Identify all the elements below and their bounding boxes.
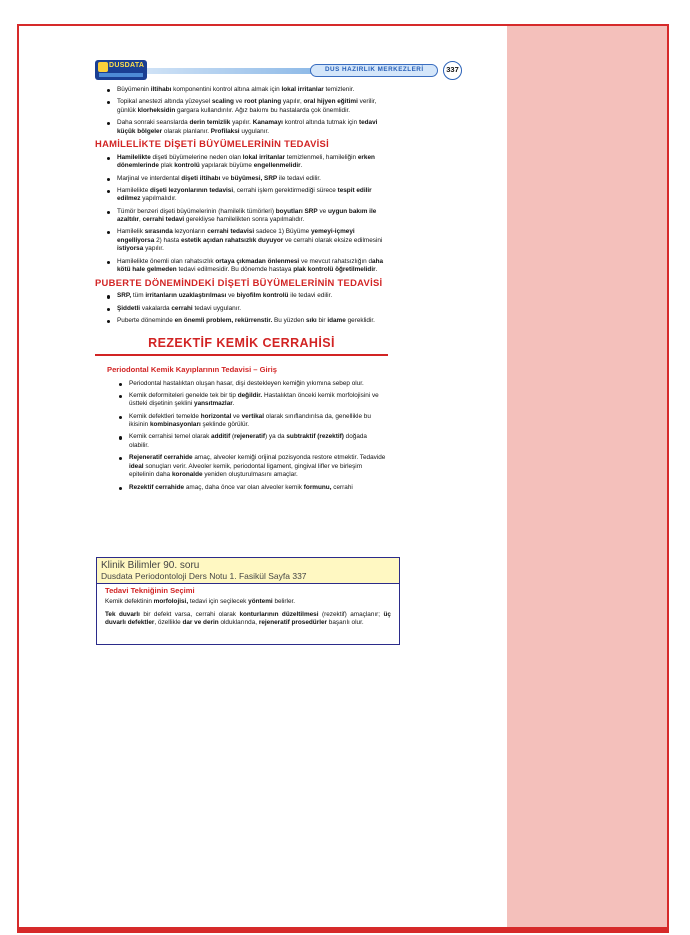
text-run: temizlenir. <box>323 86 355 93</box>
bold-text: kombinasyonları <box>149 421 201 429</box>
text-run: tedavi edilmesidir. Bu dönemde hastaya <box>176 266 294 274</box>
bold-text: koronalde <box>172 471 203 479</box>
bold-text: rejeneratif prosedürler <box>258 619 328 627</box>
bold-text: scaling <box>211 98 234 106</box>
section-title-puberte: PUBERTE DÖNEMİNDEKİ DİŞETİ BÜYÜMELERİNİN TEDAVİSİ <box>95 276 383 288</box>
text-run: , özellikle <box>154 619 183 627</box>
bold-text: Hamilelikte <box>117 153 151 161</box>
text-run: sonuçları verir. Alveoler kemik, periodontal ligament, gingival lifler ve birleşim epitelinin daha <box>129 462 363 479</box>
text-run: bir <box>316 316 328 324</box>
text-run: yapılarak büyüme <box>199 162 254 170</box>
bold-text: yemeyi-içmeyi engelliyorsa <box>117 228 355 244</box>
text-run: Hastalıktan önceki kemik morfolojisini ve üstteki dişetinin şeklini <box>129 391 379 408</box>
list-item <box>117 305 388 314</box>
text-run: Büyümenin <box>117 86 151 93</box>
text-run: yapılır. <box>230 118 253 126</box>
text-run: ve mevcut rahatsızlığın d <box>299 257 373 265</box>
bold-text: erken dönemlerinde <box>117 153 375 170</box>
list-item <box>129 380 388 389</box>
text-run: Marjinal ve interdental <box>117 174 182 182</box>
text-run: temizlenmeli, hamileliğin <box>285 153 358 161</box>
text-run: tedavi için seçilecek <box>188 598 249 606</box>
text-run: ile tedavi edilir. <box>277 174 321 182</box>
text-run: gerekliyse hamilelikten sonra yapılmalıdır. <box>184 216 305 224</box>
text-run: kontrol altında tutmak için <box>282 118 359 126</box>
bold-text: tedavi küçük bölgeler <box>117 118 378 135</box>
bold-text: oral hijyen eğitimi <box>303 98 358 106</box>
page-header <box>95 60 465 82</box>
bold-text: tespit edilir edilmez <box>117 186 372 203</box>
bold-text: en önemli problem, rekürrenstir. <box>174 316 273 324</box>
bold-text: additif <box>211 433 231 441</box>
bold-text: SRP, <box>117 292 132 300</box>
bold-text: Tek duvarlı <box>105 610 140 618</box>
bold-text: Profilaksi <box>210 127 240 135</box>
text-run: vakalarda <box>140 304 172 312</box>
text-run: gereklidir. <box>345 316 375 324</box>
subsection-title-giris: Periodontal Kemik Kayıplarının Tedavisi – Giriş <box>107 365 277 374</box>
paragraph <box>105 611 391 628</box>
list-item <box>117 228 388 254</box>
bold-text: büyümesi, SRP <box>230 174 278 182</box>
text-run: Tümör benzeri dişeti büyümelerinin (hamilelik tümörleri) <box>117 207 276 215</box>
bold-text: konturlarının düzeltilmesi <box>239 610 319 618</box>
text-run: Periodontal hastalıktan oluşan hasar, dişi destekleyen kemiğin yıkımına sebep olur. <box>129 379 364 387</box>
text-run: (rezektif) amaçlanır; <box>318 610 384 618</box>
header-title: DUS HAZIRLIK MERKEZLERİ <box>325 66 424 73</box>
text-run: amaç, daha önce var olan alveoler kemik <box>184 483 304 491</box>
list-item <box>117 98 388 115</box>
list-item <box>117 208 388 225</box>
bold-text: vertikal <box>241 412 264 420</box>
bold-text: klorheksidin <box>137 106 176 114</box>
list-item <box>129 413 388 430</box>
text-run: sadece 1) Büyüme <box>254 228 311 236</box>
text-run: ve <box>233 98 245 106</box>
text-run: Kemik defektleri temelde <box>129 412 201 420</box>
puberte-bullet-list <box>95 292 388 325</box>
text-run: olduklarında, <box>218 619 259 627</box>
text-run: Hamilelikte önemli olan rahatsızlık <box>117 257 216 265</box>
text-run: plak <box>158 162 175 170</box>
bold-text: formunu, <box>303 483 332 491</box>
page-margin <box>507 26 667 928</box>
bold-text: yöntemi <box>248 598 273 606</box>
text-run: Kemik cerrahisi temel olarak <box>129 433 212 441</box>
section-divider <box>95 354 388 356</box>
paragraph <box>105 598 391 606</box>
bold-text: cerrahi <box>171 304 193 312</box>
list-item <box>129 433 388 450</box>
bold-text: Kanamayı <box>252 118 283 126</box>
bold-text: kontrolü <box>174 162 200 170</box>
bold-text: horizontal <box>200 412 232 420</box>
reference-source: Dusdata Periodontoloji Ders Notu 1. Fasikül Sayfa 337 <box>101 571 307 581</box>
question-reference-box <box>96 557 400 645</box>
bold-text: sıkı <box>306 316 317 324</box>
text-run: tüm <box>131 292 146 300</box>
rezektif-bullet-list <box>95 380 388 493</box>
list-item <box>129 454 388 480</box>
dusdata-logo <box>95 60 147 80</box>
text-run: ( <box>230 433 235 441</box>
bold-text: estetik açıdan rahatsızlık duyuyor <box>180 236 284 244</box>
bold-text: lokal irritanlar <box>281 86 324 93</box>
list-item <box>117 175 388 184</box>
list-item <box>117 119 388 136</box>
bold-text: sırasında <box>144 228 173 236</box>
text-run: belirler. <box>272 598 296 606</box>
text-run: dişeti büyümelerine neden olan <box>150 153 243 161</box>
reference-body <box>97 584 399 634</box>
list-item <box>117 258 388 275</box>
logo-underline <box>99 73 143 77</box>
bold-text: engellenmelidir <box>253 162 301 170</box>
text-run: Puberte döneminde <box>117 316 175 324</box>
bold-text: cerrahi tedavisi <box>207 228 255 236</box>
section-title-hamilelik: HAMİLELİKTE DİŞETİ BÜYÜMELERİNİN TEDAVİSİ <box>95 138 330 150</box>
text-run: 2) hasta <box>154 236 181 244</box>
text-run: cerrahi <box>331 483 353 491</box>
reference-paragraphs <box>105 598 391 627</box>
logo-text: DUSDATA <box>109 62 145 69</box>
page-content <box>95 86 388 496</box>
text-run: Hamilelikte <box>117 186 151 194</box>
text-run: Topikal anestezi altında yüzeysel <box>117 98 212 106</box>
text-run: doğada olabilir. <box>129 433 367 449</box>
list-item <box>117 86 388 95</box>
bold-text: idame <box>327 316 346 324</box>
bold-text: yansıtmazlar <box>194 400 233 408</box>
text-run: yapılmalıdır. <box>140 195 177 203</box>
bold-text: biyofilm kontrolü <box>236 292 289 300</box>
text-run: başarılı olur. <box>327 619 364 627</box>
bottom-bar <box>17 927 669 933</box>
list-item <box>117 154 388 171</box>
text-run: olarak sınıflandırılsa da, genellikle bu ikisinin <box>129 412 371 429</box>
text-run: tedavi uygulanır. <box>192 304 242 312</box>
bold-text: subtraktif (rezektif) <box>286 433 344 441</box>
bold-text: derin temizlik <box>189 118 231 126</box>
text-run: bir defekt varsa, cerrahi olarak <box>139 610 240 618</box>
text-run: yeniden oluşturulmasını amaçlar. <box>202 471 298 479</box>
bold-text: ideal <box>129 462 144 470</box>
bold-text: boyutları SRP <box>275 207 318 215</box>
text-run: Kemik defektinin <box>105 598 154 606</box>
section-title-rezektif: REZEKTİF KEMİK CERRAHİSİ <box>148 336 335 351</box>
text-run: gargara kullandırılır. Ağız bakımı bu hastalarda çok önemlidir. <box>175 106 351 114</box>
bold-text: Rejeneratif cerrahide <box>129 454 193 462</box>
list-item <box>129 484 388 493</box>
subsection-title-teknik: Tedavi Tekniğinin Seçimi <box>105 586 195 595</box>
text-run: ve <box>231 412 242 420</box>
bold-text: aha kötü hale gelmeden <box>117 257 384 274</box>
text-run: şeklinde görülür. <box>200 421 250 429</box>
bold-text: Rezektif cerrahide <box>129 483 185 491</box>
bold-text: ortaya çıkmadan önlenmesi <box>215 257 300 265</box>
bold-text: rejeneratif <box>234 433 266 441</box>
text-run: Hamilelik <box>117 228 145 236</box>
text-run: Daha sonraki seanslarda <box>117 118 190 126</box>
text-run: olarak planlanır. <box>162 127 211 135</box>
list-item <box>117 187 388 204</box>
text-run: lezyonların <box>172 228 208 236</box>
text-run: yapılır. <box>143 245 164 253</box>
hamilelik-bullet-list <box>95 154 388 275</box>
logo-mark-icon <box>98 62 108 72</box>
list-item <box>117 317 388 326</box>
text-run: ve <box>220 174 231 182</box>
text-run: yapılır, <box>281 98 304 106</box>
text-run: . <box>232 400 235 408</box>
bold-text: değildir. <box>237 391 263 399</box>
bold-text: üç duvarlı defektler <box>105 610 391 627</box>
text-run: Bu yüzden <box>272 316 306 324</box>
page-number: 337 <box>443 61 462 80</box>
bold-text: cerrahi tedavi <box>142 216 185 224</box>
text-run: . <box>300 162 303 170</box>
bold-text: iltihabı <box>150 86 172 93</box>
text-run: ile tedavi edilir. <box>288 292 333 300</box>
bold-text: dişeti lezyonlarının tedavisi <box>150 186 234 194</box>
bold-text: plak kontrolü öğretilmelidir <box>293 266 376 274</box>
text-run: ) ya da <box>265 433 287 441</box>
list-item <box>129 392 388 409</box>
bold-text: uygun bakım ile azaltılır <box>117 207 377 224</box>
text-run: Kemik deformiteleri genelde tek bir tip <box>129 391 238 399</box>
text-run: verilir, günlük <box>117 98 377 114</box>
text-run: amaç, alveoler kemiği orijinal pozisyonda restore etmektir. Tedavide <box>192 454 386 462</box>
text-run: komponentini kontrol altına almak için <box>171 86 282 93</box>
bold-text: root planing <box>244 98 282 106</box>
text-run: ve <box>317 207 328 215</box>
bold-text: Şiddetli <box>117 304 141 312</box>
bold-text: istiyorsa <box>117 245 144 253</box>
text-run: uygulanır. <box>239 127 270 135</box>
text-run: . <box>375 266 378 274</box>
bold-text: dar ve derin <box>182 619 219 627</box>
text-run: ve cerrahi olarak eksize edilmesini <box>283 236 383 244</box>
text-run: ve <box>226 292 237 300</box>
reference-header <box>97 558 399 584</box>
bold-text: lokal irritanlar <box>242 153 286 161</box>
bold-text: irritanların uzaklaştırılması <box>145 292 227 300</box>
text-run: , cerrahi işlem gerektirmediği sürece <box>233 186 338 194</box>
bold-text: morfolojisi, <box>153 598 189 606</box>
bold-text: dişeti iltihabı <box>181 174 221 182</box>
top-bullet-list <box>95 86 388 136</box>
reference-question: Klinik Bilimler 90. soru <box>101 560 200 571</box>
list-item <box>117 292 388 301</box>
text-run: , <box>139 216 143 224</box>
